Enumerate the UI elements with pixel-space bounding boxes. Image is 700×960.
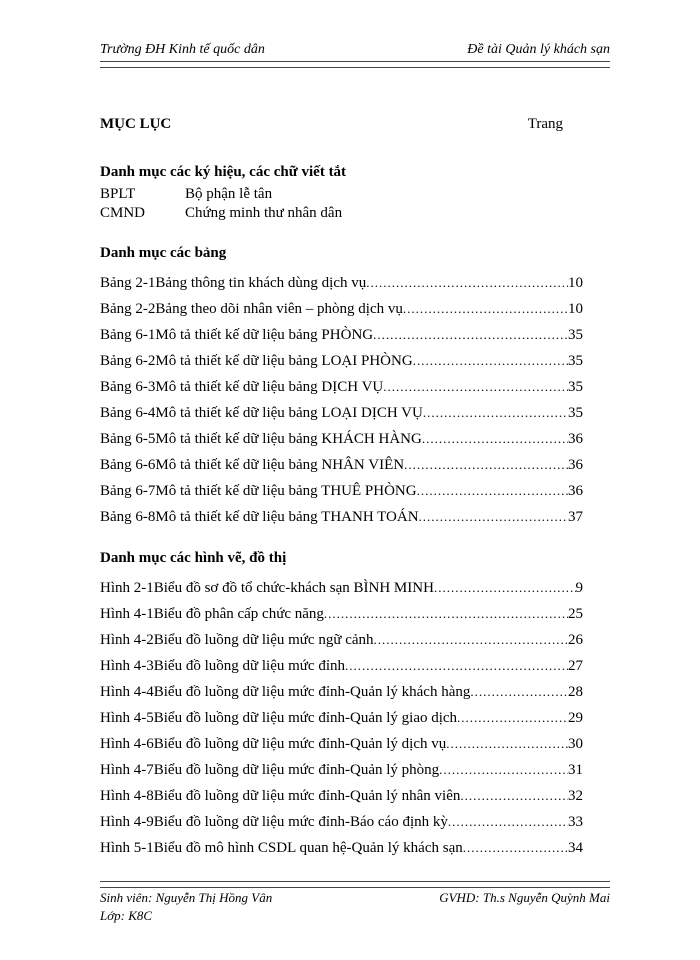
abbreviation-code: BPLT [100, 186, 136, 202]
toc-entry-page: 35 [568, 327, 583, 343]
toc-entry-label: Bảng 6-5 [100, 431, 156, 447]
toc-leader-dots [448, 812, 568, 832]
toc-leader-dots [439, 760, 568, 780]
footer-rule [100, 881, 610, 888]
toc-entry-label: Bảng 6-3 [100, 379, 156, 395]
toc-entry-text: Mô tả thiết kế dữ liệu bảng KHÁCH HÀNG [155, 431, 422, 447]
toc-entry-page: 31 [568, 762, 583, 778]
toc-entry-text: Biểu đồ luồng dữ liệu mức đỉnh-Quản lý dịch vụ [153, 736, 447, 752]
toc-entry-text: Biểu đồ luồng dữ liệu mức đỉnh [153, 658, 345, 674]
toc-entry-label: Hình 2-1 [100, 580, 154, 596]
toc-entry-text: Mô tả thiết kế dữ liệu bảng LOẠI DỊCH VỤ [155, 405, 423, 421]
toc-entry-label: Bảng 6-1 [100, 327, 156, 343]
toc-entry-page: 36 [568, 483, 583, 499]
toc-entry-label: Bảng 6-7 [100, 483, 156, 499]
toc-entry-label: Bảng 6-6 [100, 457, 156, 473]
toc-entry-text: Biểu đồ luồng dữ liệu mức đỉnh-Quản lý phòng [153, 762, 440, 778]
page-title: MỤC LỤC [100, 116, 172, 132]
abbreviation-meaning: Bộ phận lễ tân [185, 186, 273, 202]
abbreviation-meaning: Chứng minh thư nhân dân [185, 205, 343, 221]
toc-entry-text: Mô tả thiết kế dữ liệu bảng THUÊ PHÒNG [155, 483, 417, 499]
toc-entry-label: Bảng 6-2 [100, 353, 156, 369]
toc-entry-page: 28 [568, 684, 583, 700]
toc-entry[interactable] [100, 299, 583, 319]
toc-entry-label: Bảng 6-8 [100, 509, 156, 525]
toc-entry-text: Biểu đồ luồng dữ liệu mức đỉnh-Quản lý nhân viên [153, 788, 461, 804]
toc-entry-label: Bảng 2-2 [100, 301, 156, 317]
toc-entry-label: Hình 5-1 [100, 840, 154, 856]
toc-entry-page: 25 [568, 606, 583, 622]
page-header [100, 42, 610, 62]
toc-leader-dots [419, 507, 568, 527]
toc-entry-label: Bảng 6-4 [100, 405, 156, 421]
toc-entry[interactable] [100, 734, 583, 754]
toc-entry-text: Biểu đồ sơ đồ tổ chức-khách sạn BÌNH MINH [153, 580, 434, 596]
toc-entry-text: Bảng thông tin khách dùng dịch vụ [155, 275, 367, 291]
header-topic: Đề tài Quản lý khách sạn [467, 42, 610, 57]
toc-entry-page: 34 [568, 840, 583, 856]
header-rule [100, 61, 610, 68]
toc-title-row [100, 116, 563, 136]
toc-entry-label: Hình 4-7 [100, 762, 154, 778]
toc-entry-text: Mô tả thiết kế dữ liệu bảng DỊCH VỤ [155, 379, 384, 395]
toc-entry[interactable] [100, 377, 583, 397]
toc-leader-dots [470, 682, 568, 702]
toc-entry[interactable] [100, 578, 583, 598]
toc-entry[interactable] [100, 812, 583, 832]
figures-heading: Danh mục các hình vẽ, đồ thị [100, 550, 287, 566]
toc-entry-label: Hình 4-8 [100, 788, 154, 804]
toc-entry-label: Hình 4-4 [100, 684, 154, 700]
toc-entry[interactable] [100, 351, 583, 371]
toc-leader-dots [345, 656, 568, 676]
toc-entry-text: Biểu đồ mô hình CSDL quan hệ-Quản lý khách sạn [153, 840, 463, 856]
toc-entry-page: 30 [568, 736, 583, 752]
footer-student: Sinh viên: Nguyễn Thị Hồng Vân [100, 890, 273, 905]
toc-entry[interactable] [100, 708, 583, 728]
footer-advisor: GVHD: Th.s Nguyễn Quỳnh Mai [439, 890, 610, 905]
toc-entry[interactable] [100, 325, 583, 345]
abbreviation-code: CMND [100, 205, 146, 221]
toc-entry-page: 10 [568, 301, 583, 317]
tables-heading: Danh mục các bảng [100, 245, 227, 261]
toc-entry-page: 33 [568, 814, 583, 830]
toc-leader-dots [446, 734, 568, 754]
toc-entry-page: 36 [568, 431, 583, 447]
toc-entry-label: Hình 4-9 [100, 814, 154, 830]
toc-leader-dots [373, 325, 568, 345]
toc-entry-label: Bảng 2-1 [100, 275, 156, 291]
toc-entry[interactable] [100, 455, 583, 475]
toc-entry-text: Biểu đồ luồng dữ liệu mức đỉnh-Quản lý khách hàng [153, 684, 471, 700]
toc-entry-label: Hình 4-3 [100, 658, 154, 674]
toc-leader-dots [463, 838, 568, 858]
toc-entry-label: Hình 4-5 [100, 710, 154, 726]
toc-leader-dots [383, 377, 568, 397]
toc-entry[interactable] [100, 403, 583, 423]
toc-leader-dots [423, 403, 568, 423]
toc-entry-text: Mô tả thiết kế dữ liệu bảng THANH TOÁN [155, 509, 419, 525]
header-school: Trường ĐH Kinh tế quốc dân [100, 42, 265, 57]
toc-entry-text: Biểu đồ luồng dữ liệu mức đỉnh-Quản lý giao dịch [153, 710, 458, 726]
toc-entry-text: Biểu đồ luồng dữ liệu mức đỉnh-Báo cáo định kỳ [153, 814, 448, 830]
toc-entry[interactable] [100, 838, 583, 858]
toc-entry-text: Bảng theo dõi nhân viên – phòng dịch vụ [155, 301, 403, 317]
toc-leader-dots [324, 604, 568, 624]
toc-entry[interactable] [100, 760, 583, 780]
toc-entry-text: Mô tả thiết kế dữ liệu bảng LOẠI PHÒNG [155, 353, 413, 369]
toc-entry[interactable] [100, 656, 583, 676]
toc-entry-text: Biểu đồ luồng dữ liệu mức ngữ cảnh [153, 632, 374, 648]
abbreviations-heading: Danh mục các ký hiệu, các chữ viết tắt [100, 164, 347, 180]
toc-leader-dots [403, 299, 568, 319]
toc-entry-page: 27 [568, 658, 583, 674]
toc-leader-dots [404, 455, 568, 475]
toc-leader-dots [366, 273, 568, 293]
toc-leader-dots [422, 429, 568, 449]
toc-entry-text: Biểu đồ phân cấp chức năng [153, 606, 324, 622]
toc-entry-page: 35 [568, 353, 583, 369]
toc-leader-dots [460, 786, 568, 806]
toc-entry-label: Hình 4-1 [100, 606, 154, 622]
footer-class: Lớp: K8C [100, 908, 153, 923]
toc-entry-text: Mô tả thiết kế dữ liệu bảng PHÒNG [155, 327, 374, 343]
toc-leader-dots [434, 578, 576, 598]
toc-entry[interactable] [100, 481, 583, 501]
toc-entry-page: 37 [568, 509, 583, 525]
toc-leader-dots [457, 708, 568, 728]
toc-entry-page: 9 [575, 580, 583, 596]
toc-leader-dots [417, 481, 568, 501]
abbreviation-item [100, 186, 272, 203]
toc-entry[interactable] [100, 630, 583, 650]
toc-entry-page: 35 [568, 379, 583, 395]
toc-entry-page: 32 [568, 788, 583, 804]
toc-entry-text: Mô tả thiết kế dữ liệu bảng NHÂN VIÊN [155, 457, 405, 473]
toc-entry[interactable] [100, 682, 583, 702]
toc-entry[interactable] [100, 429, 583, 449]
toc-entry[interactable] [100, 507, 583, 527]
page-column-label: Trang [527, 116, 563, 132]
toc-entry-page: 36 [568, 457, 583, 473]
toc-entry-page: 35 [568, 405, 583, 421]
toc-leader-dots [374, 630, 568, 650]
toc-entry-label: Hình 4-2 [100, 632, 154, 648]
toc-entry-page: 26 [568, 632, 583, 648]
toc-entry-page: 10 [568, 275, 583, 291]
toc-entry[interactable] [100, 786, 583, 806]
toc-entry-label: Hình 4-6 [100, 736, 154, 752]
toc-entry[interactable] [100, 604, 583, 624]
toc-entry[interactable] [100, 273, 583, 293]
toc-leader-dots [413, 351, 568, 371]
toc-entry-page: 29 [568, 710, 583, 726]
abbreviation-item [100, 205, 342, 222]
